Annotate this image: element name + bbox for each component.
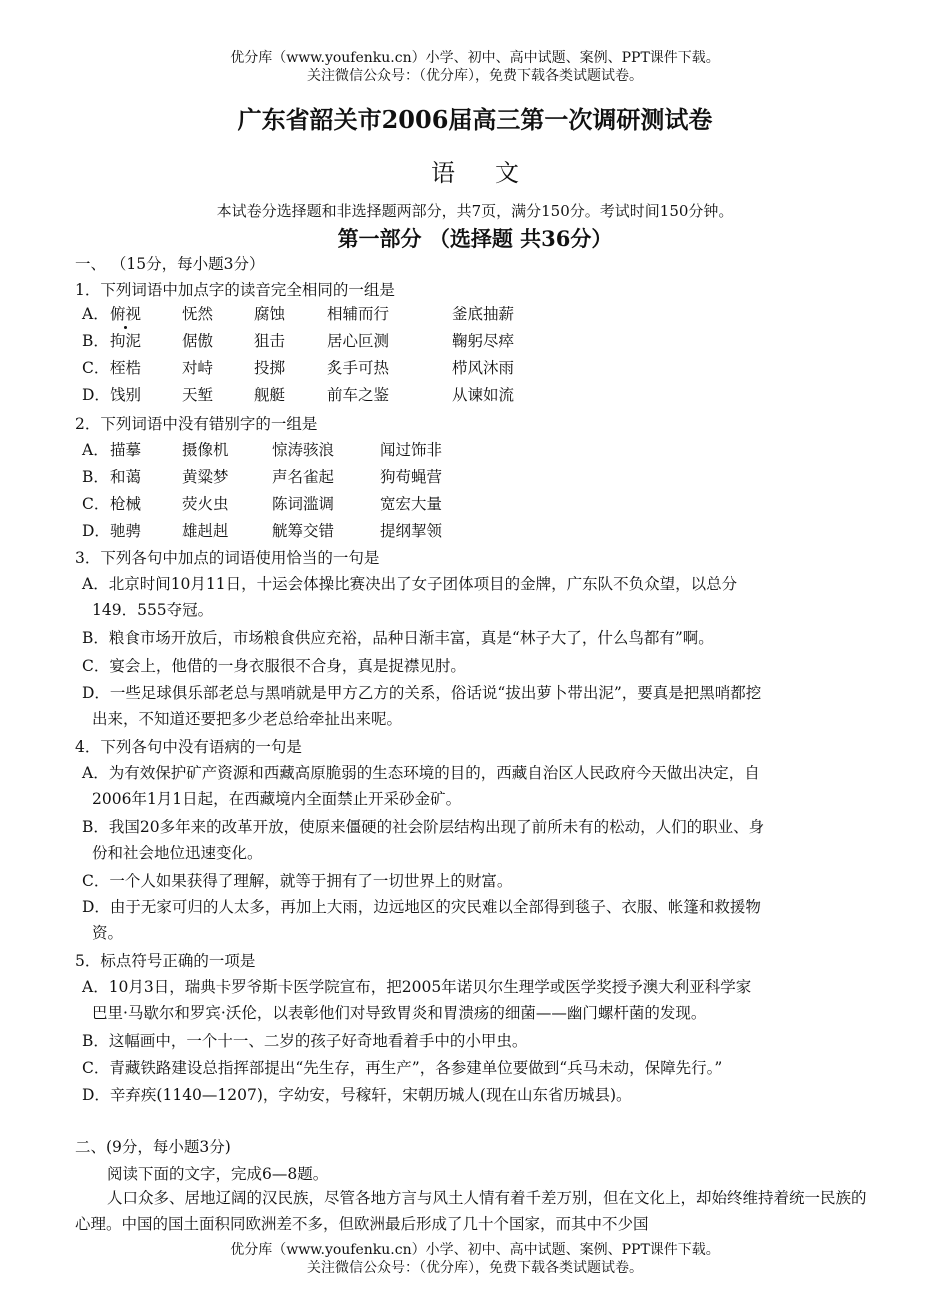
word: 饯别	[110, 386, 142, 404]
footer-line-1: 优分库（www.youfenku.cn）小学、初中、高中试题、案例、PPT课件下载。	[230, 1242, 720, 1258]
option-label: D．	[82, 386, 110, 404]
q5-option-a: A．10月3日，瑞典卡罗爷斯卡医学院宣布，把2005年诺贝尔生理学或医学奖授予澳大利亚科学家	[82, 978, 752, 996]
word: 投掷	[254, 359, 286, 377]
word: 怃然	[182, 305, 214, 323]
q3-option-c: C．宴会上，他借的一身衣服很不合身，真是捉襟见肘。	[82, 657, 466, 675]
question-3-stem: 3．下列各句中加点的词语使用恰当的一句是	[75, 549, 380, 567]
word: 鞠躬尽瘁	[452, 332, 515, 350]
word: 釜底抽薪	[452, 305, 515, 323]
q4-option-b-cont: 份和社会地位迅速变化。	[92, 844, 263, 862]
option-label: B．	[82, 468, 109, 486]
word: 狙击	[254, 332, 286, 350]
word: 闻过饰非	[380, 441, 443, 459]
option-label: B．	[82, 332, 109, 350]
option-label: A．	[82, 441, 109, 459]
word: 声名雀起	[272, 468, 335, 486]
word: 雄赳赳	[182, 522, 229, 540]
word: 前车之鉴	[327, 386, 390, 404]
header-line-2: 关注微信公众号：（优分库），免费下载各类试题试卷。	[307, 68, 643, 84]
word: 觥筹交错	[272, 522, 335, 540]
option-label: C．	[82, 495, 110, 513]
option-label: A．	[82, 305, 109, 323]
question-5-stem: 5．标点符号正确的一项是	[75, 952, 256, 970]
exam-title: 广东省韶关市2006届高三第一次调研测试卷	[237, 105, 713, 134]
section-two-heading: 二、(9分，每小题3分)	[75, 1138, 231, 1156]
word: 倨傲	[182, 332, 214, 350]
word: 提纲挈领	[380, 522, 443, 540]
q4-option-c: C．一个人如果获得了理解，就等于拥有了一切世界上的财富。	[82, 872, 513, 890]
word: 栉风沐雨	[452, 359, 515, 377]
reading-passage: 人口众多、居地辽阔的汉民族，尽管各地方言与风土人情有着千差万别，但在文化上，却始终维持着统一民族的心理。中国的国土面积同欧洲差不多，但欧洲最后形成了几十个国家，而其中不少国	[75, 1189, 867, 1233]
word: 腐蚀	[254, 305, 286, 323]
word: 狗苟蝇营	[380, 468, 443, 486]
question-4-stem: 4．下列各句中没有语病的一句是	[75, 738, 302, 756]
q4-option-a-cont: 2006年1月1日起，在西藏境内全面禁止开采砂金矿。	[92, 790, 462, 808]
footer-line-2: 关注微信公众号：（优分库），免费下载各类试题试卷。	[307, 1260, 643, 1276]
word: 黄粱梦	[182, 468, 229, 486]
option-label: C．	[82, 359, 110, 377]
word: 和蔼	[110, 468, 142, 486]
reading-instruction: 阅读下面的文字，完成6—8题。	[107, 1165, 329, 1183]
q4-option-d-cont: 资。	[92, 924, 124, 942]
q3-option-d-cont: 出来，不知道还要把多少老总给牵扯出来呢。	[92, 710, 403, 728]
word: 从谏如流	[452, 386, 515, 404]
word: 俯视	[110, 305, 142, 323]
part-one-heading: 第一部分 （选择题 共36分）	[337, 226, 613, 251]
word: 驰骋	[110, 522, 142, 540]
header-line-1: 优分库（www.youfenku.cn）小学、初中、高中试题、案例、PPT课件下载。	[230, 50, 720, 66]
q4-option-b: B．我国20多年来的改革开放，使原来僵硬的社会阶层结构出现了前所未有的松动，人们的职业、身	[82, 818, 765, 836]
word: 舰艇	[254, 386, 286, 404]
q5-option-c: C．青藏铁路建设总指挥部提出“先生存，再生产”，各参建单位要做到“兵马未动，保障先行。”	[82, 1059, 723, 1077]
q3-option-b: B．粮食市场开放后，市场粮食供应充裕，品种日渐丰富，真是“林子大了，什么鸟都有”啊。	[82, 629, 714, 647]
q5-option-a-cont: 巴里·马歇尔和罗宾·沃伦，以表彰他们对导致胃炎和胃溃疡的细菌——幽门螺杆菌的发现。	[92, 1004, 707, 1022]
section-one-heading: 一、 （15分，每小题3分）	[75, 255, 265, 273]
word: 陈词滥调	[272, 495, 335, 513]
word: 居心叵测	[327, 332, 390, 350]
word: 枪械	[110, 495, 142, 513]
word: 对峙	[182, 359, 214, 377]
q3-option-a-cont: 149．555夺冠。	[92, 601, 214, 619]
question-1-stem: 1．下列词语中加点字的读音完全相同的一组是	[75, 281, 395, 299]
question-2-stem: 2．下列词语中没有错别字的一组是	[75, 415, 318, 433]
word: 桎梏	[110, 359, 142, 377]
word: 描摹	[110, 441, 142, 459]
word: 炙手可热	[327, 359, 390, 377]
q4-option-d: D．由于无家可归的人太多，再加上大雨，边远地区的灾民难以全部得到毯子、衣服、帐篷和救援物	[82, 898, 761, 916]
q5-option-d: D．辛弃疾(1140—1207)，字幼安，号稼轩，宋朝历城人(现在山东省历城县)。	[82, 1086, 632, 1104]
q4-option-a: A．为有效保护矿产资源和西藏高原脆弱的生态环境的目的，西藏自治区人民政府今天做出决定，自	[82, 764, 760, 782]
exam-intro: 本试卷分选择题和非选择题两部分，共7页，满分150分。考试时间150分钟。	[216, 202, 734, 220]
option-label: D．	[82, 522, 110, 540]
word: 宽宏大量	[380, 495, 443, 513]
word: 摄像机	[182, 441, 229, 459]
subject-title: 语文	[431, 159, 559, 187]
q3-option-a: A．北京时间10月11日，十运会体操比赛决出了女子团体项目的金牌，广东队不负众望，以总分	[82, 575, 738, 593]
word: 荧火虫	[182, 495, 229, 513]
q3-option-d: D．一些足球俱乐部老总与黑哨就是甲方乙方的关系，俗话说“拔出萝卜带出泥”，要真是把黑哨都挖	[82, 684, 762, 702]
q5-option-b: B．这幅画中，一个十一、二岁的孩子好奇地看着手中的小甲虫。	[82, 1032, 528, 1050]
word: 拘泥	[110, 332, 142, 350]
word: 惊涛骇浪	[272, 441, 335, 459]
word: 相辅而行	[327, 305, 390, 323]
word: 天堑	[182, 386, 214, 404]
